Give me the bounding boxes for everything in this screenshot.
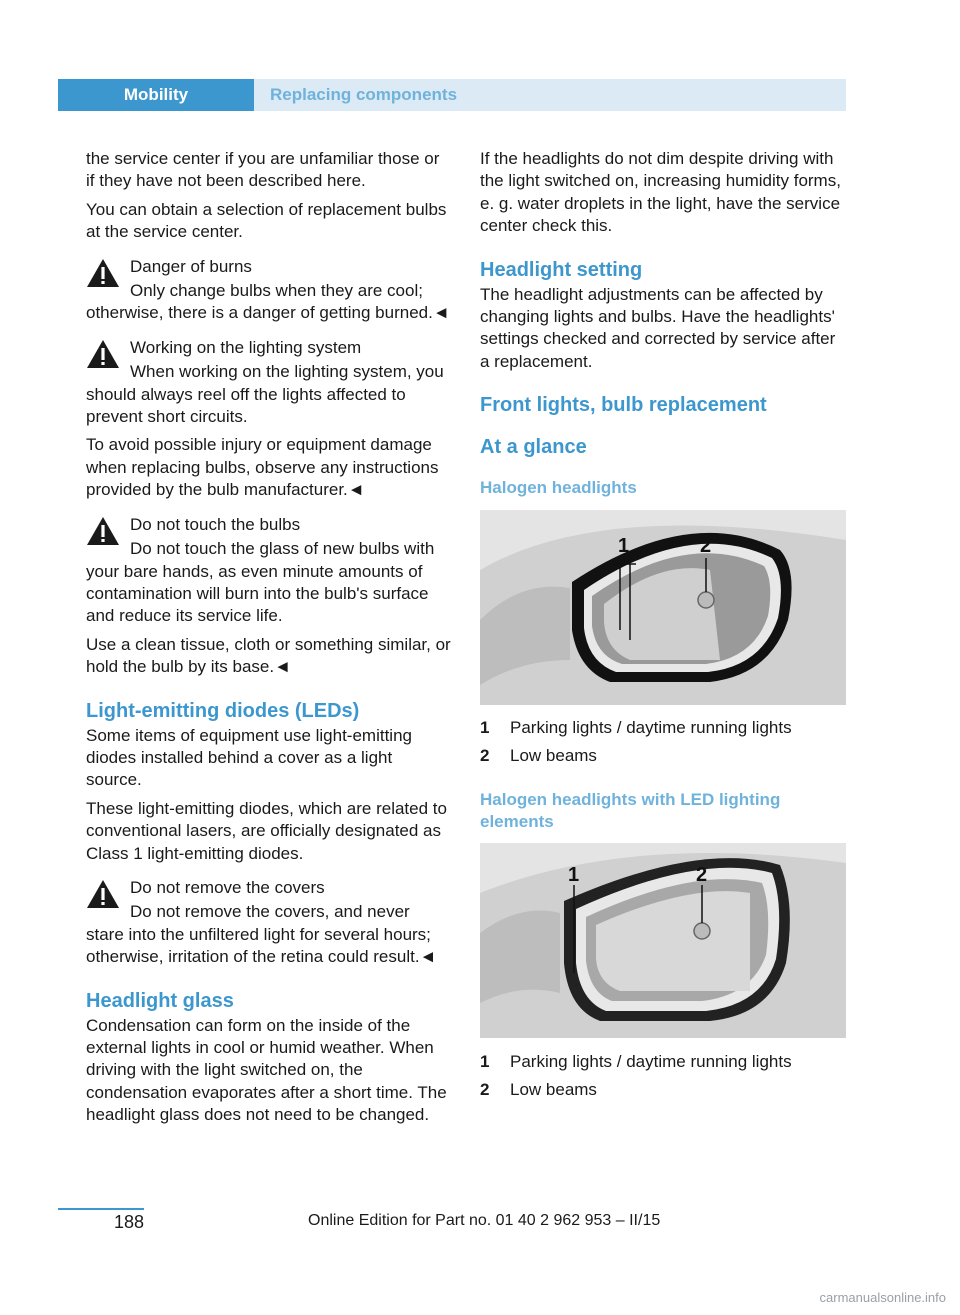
right-column: [480, 148, 846, 1104]
legend-item: 2 Low beams: [480, 1080, 597, 1100]
paragraph: If the headlights do not dim despite driving with the light switched on, increasing humidity forms, e. g. water droplets in the light, have the service center check this.: [480, 149, 841, 236]
warning-burns: [86, 256, 452, 325]
paragraph: These light-emitting diodes, which are related to conventional lasers, are officially designated as Class 1 light-emitting diodes.: [86, 798, 447, 863]
heading-headlight-glass: Headlight glass: [86, 989, 234, 1012]
paragraph: You can obtain a selection of replacement bulbs at the service center.: [86, 199, 447, 242]
footer-rule: [58, 1208, 144, 1210]
paragraph: Condensation can form on the inside of the external lights in cool or humid weather. When driving with the light switched on, the condensation evaporates after a short time. The headlight glass does not need to be changed.: [86, 1015, 447, 1125]
watermark: carmanualsonline.info: [819, 1290, 946, 1305]
legend-item: 1 Parking lights / daytime running lights: [480, 718, 792, 738]
warning-title: Working on the lighting system: [130, 337, 362, 357]
heading-at-a-glance: At a glance: [480, 436, 587, 459]
warning-title: Danger of burns: [130, 256, 252, 276]
section-tab: Mobility: [58, 79, 254, 111]
warning-body: Only change bulbs when they are cool; otherwise, there is a danger of getting burned.◄: [86, 281, 450, 323]
figure-label-1: 1: [618, 534, 630, 557]
warning-body: Do not remove the covers, and never stare into the unfiltered light for several hours; otherwise, irritation of the retina could result.◄: [86, 902, 437, 967]
figure-label-2: 2: [696, 864, 708, 887]
figure-label-2: 2: [700, 534, 712, 557]
heading-leds: Light-emitting diodes (LEDs): [86, 699, 360, 722]
warning-triangle-icon: [86, 879, 120, 909]
page-number: 188: [113, 1212, 144, 1232]
warning-lighting-system: [86, 337, 452, 429]
left-column: [86, 148, 452, 1133]
legend-halogen-led: [480, 1048, 846, 1104]
legend-halogen: [480, 715, 846, 771]
heading-headlight-setting: Headlight setting: [480, 258, 643, 281]
subsection-title: Replacing components: [254, 79, 846, 111]
warning-covers: [86, 877, 452, 969]
warning-triangle-icon: [86, 339, 120, 369]
paragraph: Use a clean tissue, cloth or something similar, or hold the bulb by its base.◄: [86, 634, 451, 677]
heading-front-lights: Front lights, bulb replacement: [480, 394, 767, 417]
warning-title: Do not remove the covers: [130, 877, 325, 897]
heading-halogen-led: Halogen headlights with LED lighting elements: [480, 789, 781, 832]
warning-triangle-icon: [86, 258, 120, 288]
warning-body: When working on the lighting system, you should always reel off the lights affected to prevent short circuits.: [86, 362, 444, 427]
legend-item: 1 Parking lights / daytime running lights: [480, 1052, 792, 1072]
warning-triangle-icon: [86, 516, 120, 546]
edition-text: Online Edition for Part no. 01 40 2 962 953 – II/15: [308, 1212, 661, 1229]
halogen-headlight-image: [480, 510, 846, 705]
paragraph: the service center if you are unfamiliar those or if they have not been described here.: [86, 149, 440, 191]
page-header: [58, 79, 846, 111]
paragraph: The headlight adjustments can be affected by changing lights and bulbs. Have the headlights' settings checked and corrected by service after a replacement.: [480, 284, 836, 371]
warning-title: Do not touch the bulbs: [130, 514, 301, 534]
legend-item: 2 Low beams: [480, 746, 597, 766]
figure-label-1: 1: [568, 864, 580, 887]
paragraph: To avoid possible injury or equipment damage when replacing bulbs, observe any instructions provided by the bulb manufacturer.◄: [86, 435, 439, 500]
paragraph: Some items of equipment use light-emitting diodes installed behind a cover as a light source.: [86, 725, 412, 790]
warning-body: Do not touch the glass of new bulbs with your bare hands, as even minute amounts of contamination will burn into the bulb's surface and reduce its service life.: [86, 539, 435, 626]
heading-halogen: Halogen headlights: [480, 478, 637, 498]
warning-bulbs: [86, 514, 452, 628]
halogen-led-headlight-image: [480, 843, 846, 1038]
